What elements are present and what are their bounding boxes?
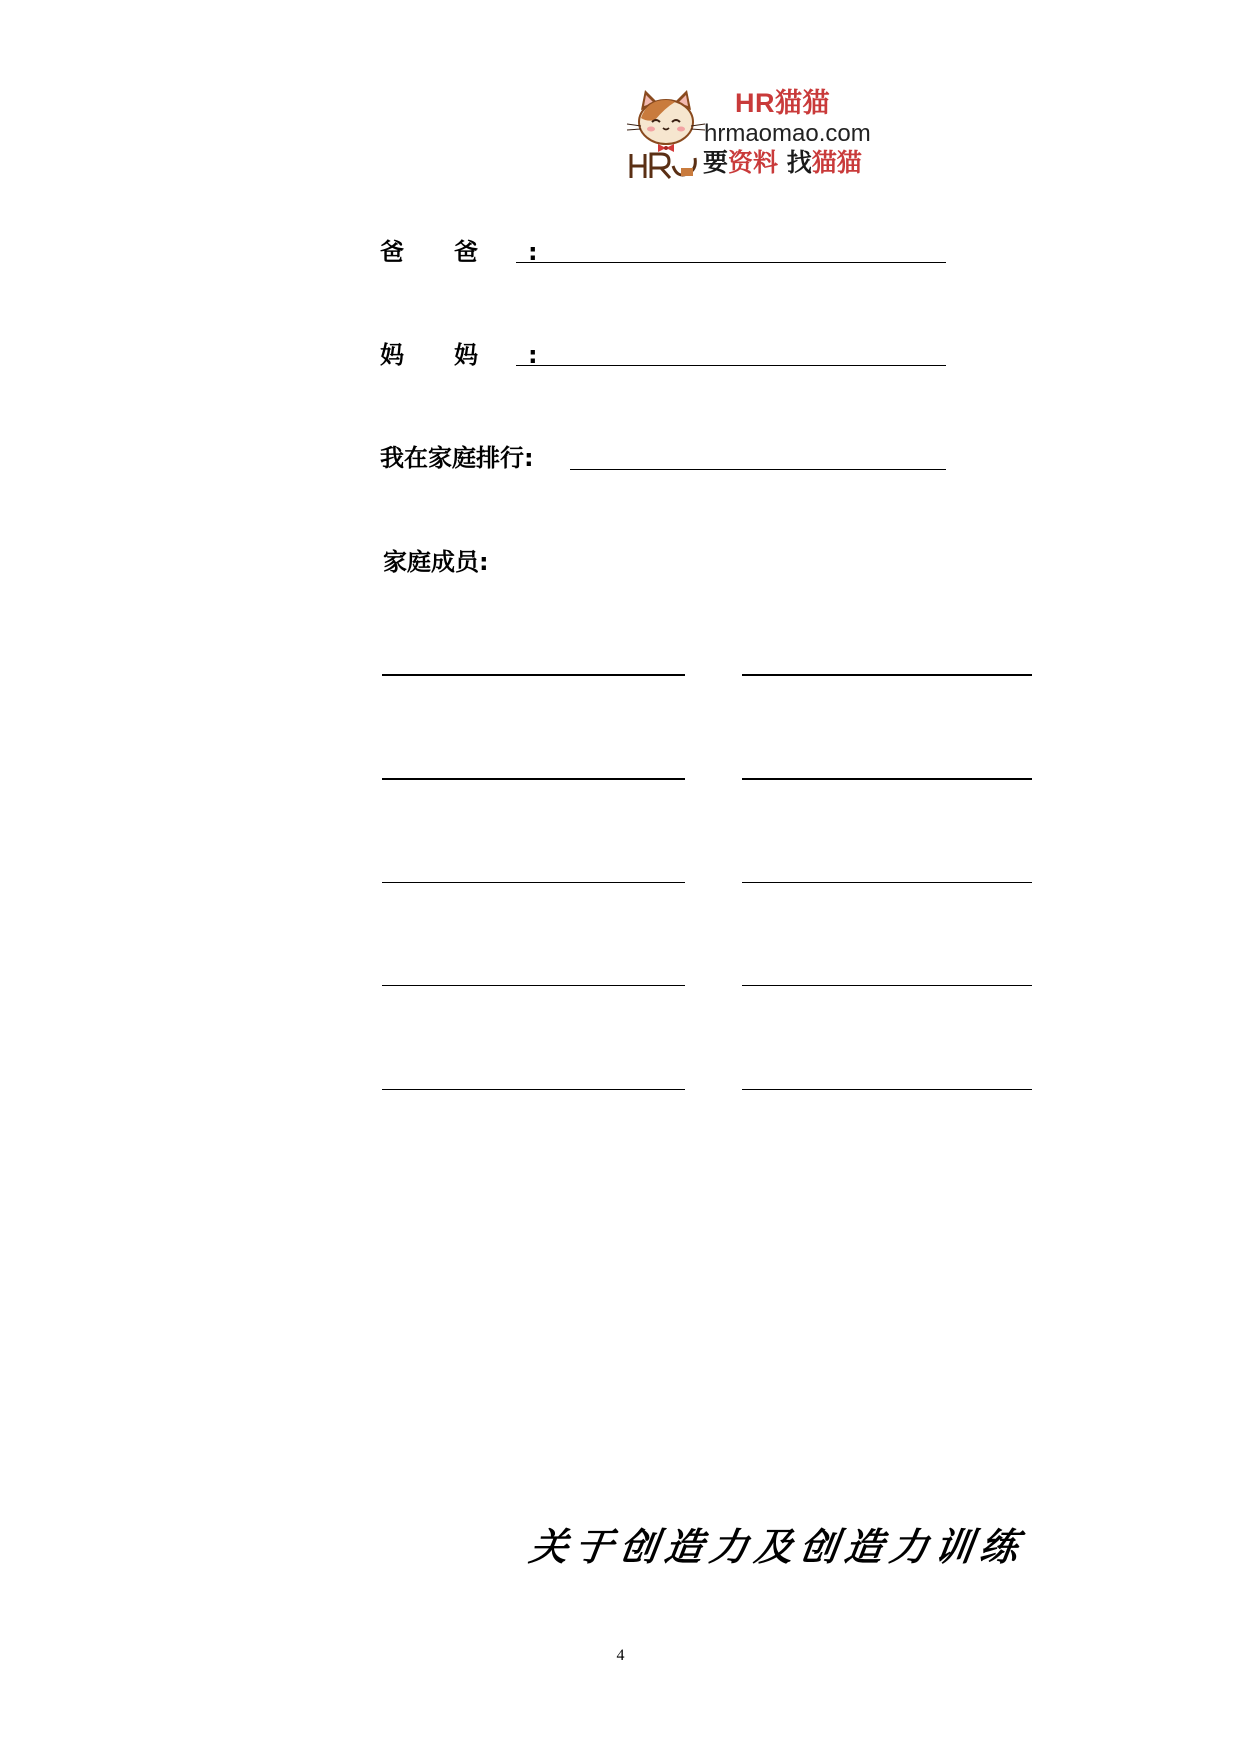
father-input-line[interactable] (516, 262, 946, 263)
mother-input-line[interactable] (516, 365, 946, 366)
member-line-2-right[interactable] (742, 778, 1032, 780)
mother-label (380, 343, 538, 367)
logo-slogan-part-4: 猫猫 (811, 148, 862, 177)
family-rank-input-line[interactable] (570, 469, 946, 470)
father-label-colon: : (528, 238, 538, 266)
member-line-5-right[interactable] (742, 1089, 1032, 1090)
father-label-text: 爸爸 (380, 238, 528, 266)
member-line-2-left[interactable] (382, 778, 685, 780)
mother-label-colon: : (528, 341, 538, 369)
member-line-5-left[interactable] (382, 1089, 685, 1090)
member-line-1-left[interactable] (382, 674, 685, 676)
father-label (380, 240, 538, 264)
cat-mascot-icon (625, 88, 707, 180)
family-members-label-colon: : (479, 548, 489, 576)
family-members-label-text: 家庭成员 (383, 548, 479, 576)
logo-slogan-part-1: 要 (703, 148, 729, 177)
family-members-label (383, 550, 489, 574)
logo-slogan-part-2: 资料 (728, 148, 779, 177)
family-rank-label (380, 446, 534, 470)
family-rank-label-colon: : (524, 444, 534, 472)
member-line-4-left[interactable] (382, 985, 685, 986)
logo-slogan-part-3: 找 (778, 148, 812, 177)
section-heading: 关于创造力及创造力训练 (526, 1524, 1029, 1569)
member-line-4-right[interactable] (742, 985, 1032, 986)
logo-title: HR猫猫 (735, 88, 830, 118)
mother-label-text: 妈妈 (380, 341, 528, 369)
family-rank-label-text: 我在家庭排行 (380, 444, 524, 472)
member-line-1-right[interactable] (742, 674, 1032, 676)
hr-maomao-logo (625, 88, 895, 183)
member-line-3-left[interactable] (382, 882, 685, 883)
logo-slogan (703, 150, 862, 175)
member-line-3-right[interactable] (742, 882, 1032, 883)
logo-url: hrmaomao.com (704, 120, 871, 147)
page-number: 4 (616, 1647, 625, 1664)
